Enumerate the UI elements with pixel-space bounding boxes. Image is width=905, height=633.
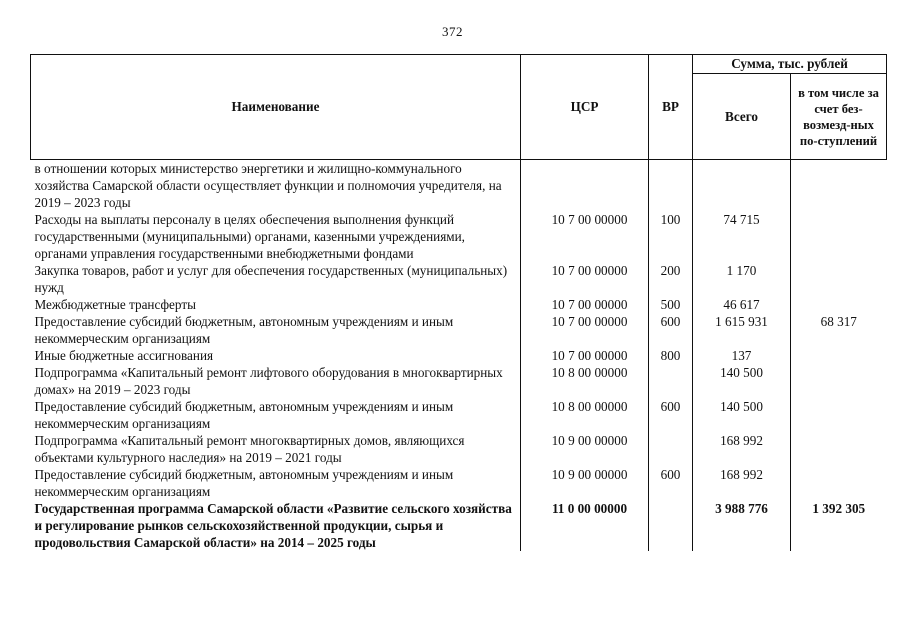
row-vr: 100 — [649, 211, 693, 262]
table-row — [31, 347, 887, 364]
row-name: в отношении которых министерство энергетики и жилищно-коммунального хозяйства Самарской области осуществляет функции и полномочия учредителя, на 2019 – 2023 годы — [31, 160, 521, 212]
header-name: Наименование — [31, 55, 521, 160]
row-total: 140 500 — [693, 398, 791, 432]
row-total: 3 988 776 — [693, 500, 791, 551]
row-csr: 10 8 00 00000 — [521, 364, 649, 398]
row-vr — [649, 500, 693, 551]
table-row — [31, 211, 887, 262]
row-name: Предоставление субсидий бюджетным, автономным учреждениям и иным некоммерческим организациям — [34, 314, 454, 346]
header-total: Всего — [693, 74, 791, 160]
row-total: 46 617 — [693, 296, 791, 313]
row-free — [791, 296, 887, 313]
row-vr — [649, 364, 693, 398]
row-name: Государственная программа Самарской области «Развитие сельского хозяйства и регулирование рынков сельскохозяйственной продукции, сырья и продовольствия Самарской области» на 2014 – 2025 годы — [34, 501, 512, 550]
row-csr: 10 8 00 00000 — [521, 398, 649, 432]
row-free — [791, 262, 887, 296]
row-csr: 10 7 00 00000 — [521, 347, 649, 364]
row-vr — [649, 432, 693, 466]
row-free: 1 392 305 — [791, 500, 887, 551]
page-number: 372 — [442, 24, 463, 39]
row-vr: 800 — [649, 347, 693, 364]
row-csr: 10 7 00 00000 — [521, 296, 649, 313]
row-total: 140 500 — [693, 364, 791, 398]
row-total: 168 992 — [693, 432, 791, 466]
table-row — [31, 313, 887, 347]
table-row — [31, 262, 887, 296]
row-total: 168 992 — [693, 466, 791, 500]
row-vr: 600 — [649, 398, 693, 432]
header-incl-free — [791, 74, 887, 160]
budget-table — [30, 54, 887, 551]
row-free — [791, 364, 887, 398]
row-csr: 10 7 00 00000 — [521, 262, 649, 296]
row-free — [791, 160, 887, 212]
row-csr — [521, 160, 649, 212]
row-total — [693, 160, 791, 212]
row-csr: 10 7 00 00000 — [521, 211, 649, 262]
row-free — [791, 432, 887, 466]
row-total: 74 715 — [693, 211, 791, 262]
row-total: 1 170 — [693, 262, 791, 296]
row-csr: 10 9 00 00000 — [521, 432, 649, 466]
row-free — [791, 211, 887, 262]
row-csr: 10 9 00 00000 — [521, 466, 649, 500]
row-vr: 600 — [649, 466, 693, 500]
row-name: Расходы на выплаты персоналу в целях обеспечения выполнения функций государственными (муниципальными) органами, казенными учреждениями, органами управления государственными внебюджетными фондами — [34, 212, 465, 261]
table-row — [31, 296, 887, 313]
row-free — [791, 398, 887, 432]
row-free — [791, 347, 887, 364]
row-vr: 600 — [649, 313, 693, 347]
row-name: Межбюджетные трансферты — [34, 297, 196, 312]
header-sum: Сумма, тыс. рублей — [693, 55, 887, 74]
row-total: 137 — [693, 347, 791, 364]
header-vr: ВР — [649, 55, 693, 160]
table-row — [31, 432, 887, 466]
row-vr — [649, 160, 693, 212]
header-csr: ЦСР — [521, 55, 649, 160]
row-free — [791, 466, 887, 500]
row-csr: 11 0 00 00000 — [521, 500, 649, 551]
row-vr: 200 — [649, 262, 693, 296]
row-name: Подпрограмма «Капитальный ремонт лифтового оборудования в многоквартирных домах» на 2019 – 2023 годы — [34, 365, 503, 397]
table-row — [31, 500, 887, 551]
table-row — [31, 364, 887, 398]
header-incl-text: в том числе за счет без-возмезд-ных по-ступлений — [798, 85, 879, 148]
row-vr: 500 — [649, 296, 693, 313]
table-row — [31, 160, 887, 212]
row-free: 68 317 — [791, 313, 887, 347]
row-name: Предоставление субсидий бюджетным, автономным учреждениям и иным некоммерческим организациям — [34, 467, 454, 499]
table-row — [31, 466, 887, 500]
row-name: Предоставление субсидий бюджетным, автономным учреждениям и иным некоммерческим организациям — [34, 399, 454, 431]
row-name: Иные бюджетные ассигнования — [34, 348, 214, 363]
row-name: Закупка товаров, работ и услуг для обеспечения государственных (муниципальных) нужд — [34, 263, 508, 295]
row-total: 1 615 931 — [693, 313, 791, 347]
table-body — [31, 160, 887, 552]
table-row — [31, 398, 887, 432]
row-name: Подпрограмма «Капитальный ремонт многоквартирных домов, являющихся объектами культурного наследия» на 2019 – 2021 годы — [34, 433, 465, 465]
row-csr: 10 7 00 00000 — [521, 313, 649, 347]
